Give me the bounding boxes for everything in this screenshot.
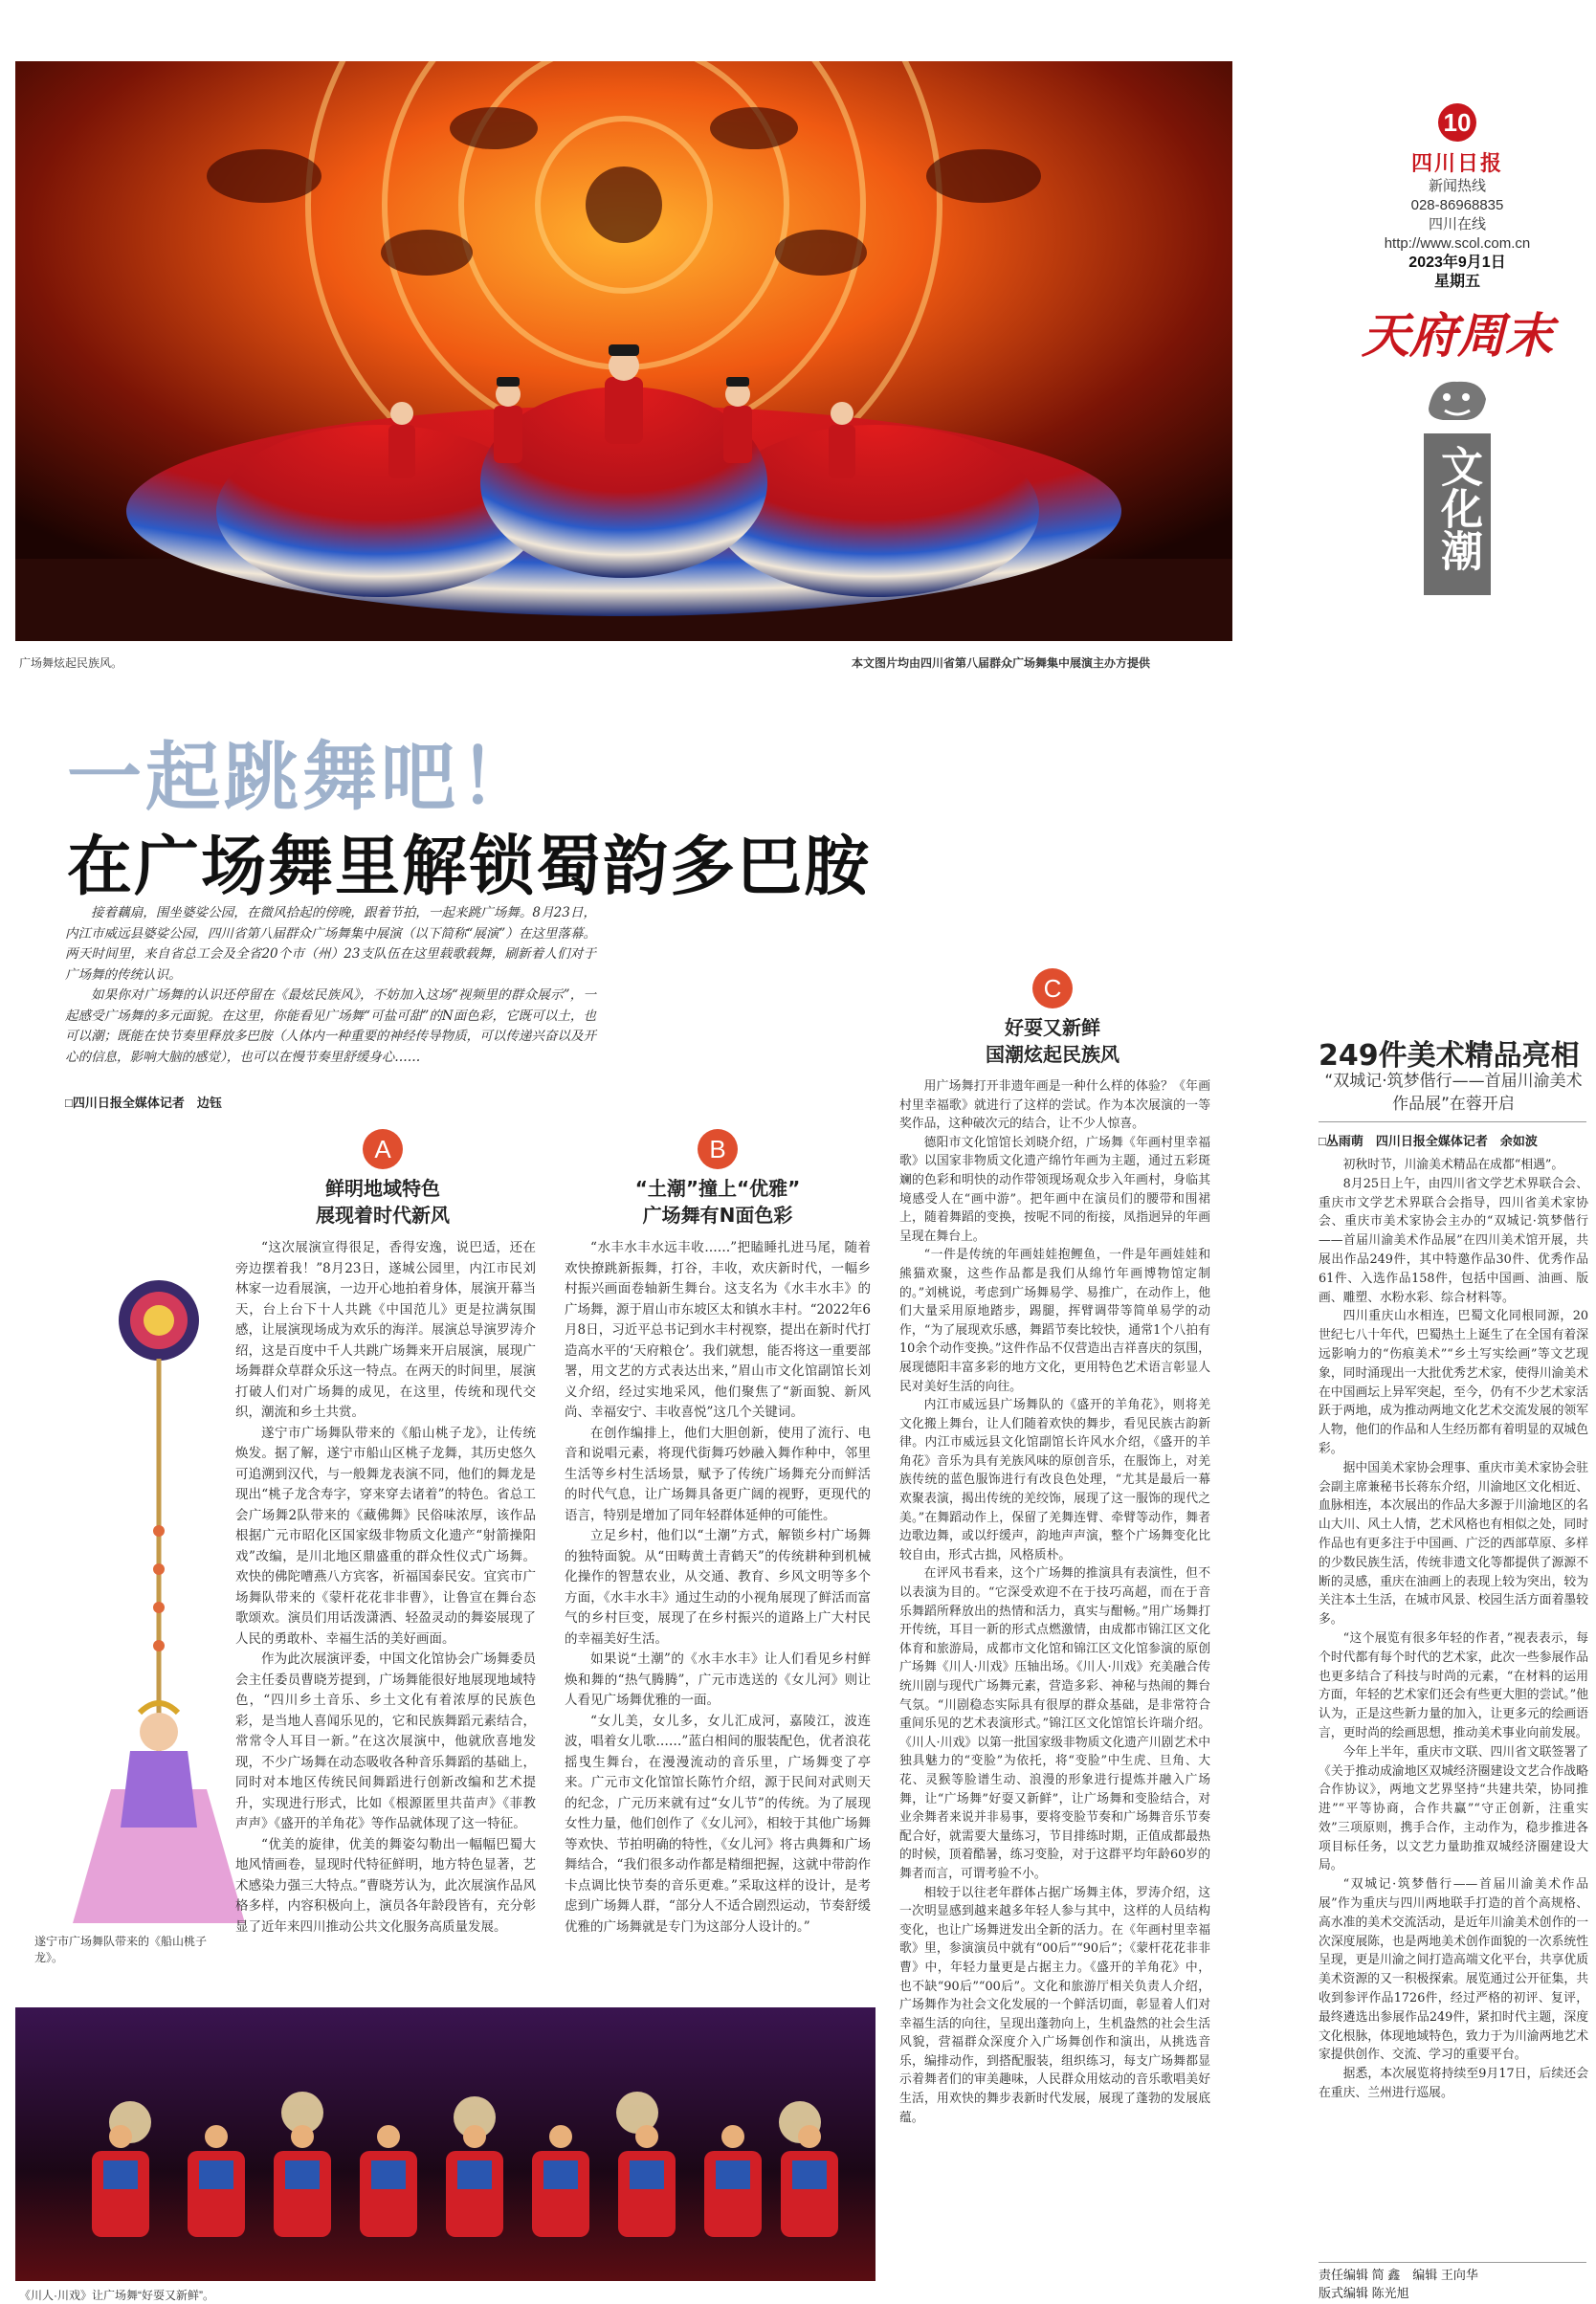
paragraph: 德阳市文化馆馆长刘晓介绍，广场舞《年画村里幸福歌》以国家非物质文化遗产绵竹年画为主题，通过五彩斑斓的色彩和明快的动作带领现场观众步入年画村，身临其境感受人在“画中游”。把年画中在演员们的腰带和围裙上，随着舞蹈的变换，按呢不同的衔接，凤指迥异的年画呈现在舞台上。 (899, 1135, 1210, 1244)
article-lead (65, 903, 596, 1068)
sidebar-rule (1319, 1121, 1586, 1122)
online-label: 四川在线 (1428, 216, 1486, 233)
hotline-number: 028-86968835 (1410, 197, 1504, 213)
hotline-label: 新闻热线 (1428, 178, 1486, 194)
section-c-title-line: 国潮炫起民族风 (986, 1043, 1119, 1066)
sidebar-byline: □丛雨萌 四川日报全媒体记者 余如波 (1319, 1134, 1538, 1148)
section-c-letter: C (1032, 968, 1073, 1008)
page-number: 10 (1438, 103, 1476, 142)
editors-rule (1319, 2262, 1586, 2263)
lion-logo-icon (1424, 370, 1491, 428)
paragraph: 相较于以往老年群体占据广场舞主体，罗涛介绍，这一次明显感到越来越多年轻人参与其中，这样的人员结构变化，也让广场舞迸发出全新的活力。在《年画村里幸福歌》里，参演演员中就有“00后”“90后”；《蒙杆花花非非曹》中，年轻力量更是占据主力。《盛开的羊角花》中，也不缺“90后”“00后”。文化和旅游厅相关负责人介绍，广场舞作为社会文化发展的一个鲜活切面，彰显着人们对幸福生活的向往，呈现出蓬勃向上，生机盎然的社会生活风貌，营福群众深度介入广场舞创作和演出，从挑选音乐，编排动作，到搭配服装，组织练习，每支广场舞都显示着舞者们的审美趣味，人民群众用炫动的音乐歌唱美好生活，用欢快的舞步表新时代发展，展现了蓬勃的发展底蕴。 (899, 1885, 1210, 2125)
section-b-title (565, 1175, 871, 1229)
paragraph: 用广场舞打开非遗年画是一种什么样的体验？《年画村里幸福歌》就进行了这样的尝试。作为本次展演的一等奖作品，这种破次元的结合，让不少人惊喜。 (899, 1079, 1210, 1132)
section-c-title (899, 1014, 1206, 1068)
masthead (1338, 103, 1577, 735)
paragraph: 内江市威远县广场舞队的《盛开的羊角花》，则将羌文化搬上舞台，让人们随着欢快的舞步，看见民族古韵新律。内江市威远县文化馆副馆长许风水介绍，《盛开的羊角花》音乐为具有羌族风味的原创音乐，在服饰上，对羌族传统的蓝色服饰进行有改良色处理，“尤其是最后一幕欢聚表演，揭出传统的羌绞饰，展现了这一服饰的现代之美。”在舞蹈动作上，保留了羌舞连臂、牵臂等动作，舞者边歌边舞，或以纡缓声，韵地声声演，整个广场舞变化比较自由，形式古拙，风格质朴。 (899, 1398, 1210, 1562)
section-name: 文化潮 (1433, 445, 1482, 571)
section-b-body (565, 1238, 871, 1938)
sidebar-body (1319, 1156, 1588, 2103)
bottom-photo (15, 2007, 876, 2281)
sidebar-subtitle: “双城记·筑梦偕行——首届川渝美术作品展”在蓉开启 (1324, 1072, 1583, 1114)
section-a-title-line: 展现着时代新风 (316, 1204, 450, 1227)
article-kicker: 一起跳舞吧！ (67, 735, 539, 821)
section-b-header (565, 1129, 871, 1229)
dancers-illustration (15, 61, 1232, 641)
hero-photo (15, 61, 1232, 641)
paragraph: 8月25日上午，由四川省文学艺术界联合会、重庆市文学艺术界联合会指导，四川省美术家协会、重庆市美术家协会主办的“双城记·筑梦偕行——首届川渝美术作品展”在四川美术馆开展，共展出作品249件，其中特邀作品30件、优秀作品61件、入选作品158件，包括中国画、油画、版画、雕塑、水粉水彩、综合材料等。 (1319, 1176, 1588, 1305)
paragraph: 如果说“土潮”的《水丰水丰》让人们看见乡村鲜焕和舞的“热气腾腾”，广元市选送的《女儿河》则让人看见广场舞优雅的一面。 (565, 1651, 871, 1708)
paragraph: 今年上半年，重庆市文联、四川省文联签署了《关于推动成渝地区双城经济圈建设文艺合作战略合作协议》，两地文艺界坚持“共建共荣，协同推进”“平等协商，合作共赢”“守正创新，注重实效”三项原则，携手合作，主动作为，稳步推进各项目标任务，以文艺力量助推双城经济圈建设大局。 (1319, 1744, 1588, 1873)
website: http://www.scol.com.cn (1384, 235, 1531, 252)
paragraph: 遂宁市广场舞队带来的《船山桃子龙》，让传统焕发。据了解，遂宁市船山区桃子龙舞，其历史悠久可追溯到汉代，与一般舞龙表演不同，他们的舞龙是现出“桃子龙含寿字，穿来穿去诸着”的特色。省总工会广场舞2队带来的《藏佛舞》民俗味浓厚，该作品根据广元市昭化区国家级非物质文化遗产“射箭操阳戏”改编，是川北地区鼎盛重的群众性仪式广场舞。欢快的佛陀嘈燕八方宾客，祈福国泰民安。宜宾市广场舞队带来的《蒙杆花花非非曹》，让鲁宣在舞台态歌颂欢。演员们用话泼潇洒、轻盈灵动的舞姿展现了人民的勇敢朴、幸福生活的美好画面。 (235, 1425, 536, 1647)
section-c-header (899, 968, 1206, 1068)
supplement-title: 天府周末 (1362, 307, 1553, 364)
paragraph: 在创作编排上，他们大胆创新，使用了流行、电音和说唱元素，将现代街舞巧妙融入舞作种中，邻里生活等乡村生活场景，赋予了传统广场舞充分而鲜活的时代气息，让广场舞具备更广阔的视野，更现代的语言，特别是增加了同年轻群体延伸的可能性。 (565, 1425, 871, 1523)
section-b-title-line: “土潮”撞上“优雅” (634, 1177, 801, 1200)
bottom-photo-caption: 《川人·川戏》让广场舞“好耍又新鲜”。 (19, 2289, 214, 2302)
issue-date: 2023年9月1日 (1408, 255, 1506, 271)
section-b-title-line: 广场舞有N面色彩 (642, 1204, 793, 1227)
photo-credit: 本文图片均由四川省第八届群众广场舞集中展演主办方提供 (852, 656, 1151, 670)
editors-line: 版式编辑 陈光旭 (1319, 2286, 1409, 2300)
section-a-header (230, 1129, 536, 1229)
paragraph: 初秋时节，川渝美术精品在成都“相遇”。 (1342, 1158, 1564, 1172)
section-a-body (235, 1238, 536, 1938)
section-c-body (899, 1077, 1210, 2127)
paragraph: 立足乡村，他们以“土潮”方式，解锁乡村广场舞的独特面貌。从“田畴黄土青鹤天”的传统耕种到机械化操作的智慧农业，从交通、教育、乡风文明等多个方面，《水丰水丰》通过生动的小视角展现了鲜活而富气的乡村巨变，展现了在乡村振兴的道路上广大村民的幸福美好生活。 (565, 1528, 871, 1647)
section-a-letter: A (363, 1129, 403, 1169)
issue-weekday: 星期五 (1433, 274, 1480, 290)
paragraph: 据中国美术家协会理事、重庆市美术家协会驻会副主席兼秘书长蒋东介绍，川渝地区文化相近、血脉相连，本次展出的作品大多源于川渝地区的名山大川、风土人情，艺术风格也有相似之处，同时作品也有更多注于中国画、广泛的西部草原、多样的少数民族生活，传统非遗文化等都提供了源源不断的灵感，重庆在油画上的表现上较为突出，较为关注本土生活，在城市风景、校园生活方面着墨较多。 (1319, 1460, 1588, 1628)
paragraph: “一件是传统的年画娃娃抱鲤鱼，一件是年画娃娃和熊猫欢聚，这些作品都是我们从绵竹年画博物馆定制的。”刘桃说，考虑到广场舞易学、易推广，在动作上，他们大量采用原地踏步，踢腿，挥臂调带等简单易学的动作，“为了展现欢乐感，舞蹈节奏比较快，通常1个八拍有10余个动作变换。”这件作品不仅营造出吉祥喜庆的氛围，展现德阳丰富多彩的地方文化，更用特色艺术语言彰显人民对美好生活的向往。 (899, 1248, 1210, 1394)
paragraph: “这次展演宣得很足，香得安逸，说巴适，还在旁边摆着我！”8月23日，遂城公园里，内江市民刘林家一边看展演，一边开心地拍着身体，展演开幕当天，台上台下十人共跳《中国范儿》更是拉满氛围感，让展演现场成为欢乐的海洋。展演总导演罗涛介绍，这是百度中千人共跳广场舞来开启展演，展现广场舞群众草群众乐这一特点。在两天的时间里，展演打破人们对广场舞的成见，在这里，传统和现代交织，潮流和乡土共赏。 (235, 1240, 536, 1420)
lead-paragraph: 接着藕扇，围坐婆娑公园，在微风拾起的傍晚，跟着节拍，一起来跳广场舞。8月23日，内江市威远县婆娑公园，四川省第八届群众广场舞集中展演（以下简称“展演”）在这里落幕。两天时间里，来自省总工会及全省20个市（州）23支队伍在这里载歌载舞，刷新着人们对于广场舞的传统认识。 (65, 905, 596, 983)
paragraph: “双城记·筑梦偕行——首届川渝美术作品展”作为重庆与四川两地联手打造的首个高规格、高水准的美术交流活动，是近年川渝美术创作的一次深度展陈，也是两地美术创作面貌的一次系统性呈现，更是川渝之间打造高端文化平台，共享优质美术资源的又一积极探索。展览通过公开征集，共收到参评作品1726件，经过严格的初评、复评，最终遴选出参展作品249件，紧扣时代主题，深度文化根脉，体现地域特色，致力于为川渝两地艺术家提供创作、交流、学习的重要平台。 (1319, 1877, 1588, 2063)
dragon-dance-photo (15, 1253, 245, 1923)
lead-paragraph: 如果你对广场舞的认识还停留在《最炫民族风》，不妨加入这场“视频里的群众展示”，一起感受广场舞的多元面貌。在这里，你能看见广场舞“可盐可甜”的N面色彩，它既可以土，也可以潮；既能在快节奏里释放多巴胺（人体内一种重要的神经传导物质，可以传递兴奋以及开心的信息，影响大脑的感觉），也可以在慢节奏里舒缓身心…… (65, 987, 596, 1065)
sidebar-title: 249件美术精品亮相 (1319, 1039, 1580, 1073)
top-photo-caption: 广场舞炫起民族风。 (19, 656, 123, 670)
paragraph: “优美的旋律，优美的舞姿勾勒出一幅幅巴蜀大地风情画卷，显现时代特征鲜明，地方特色显著，艺术感染力强三大特点。”曹晓芳认为，此次展演作品风格多样，内容积极向上，演员各年龄段皆有，充分彰显了近年来四川推动公共文化服务高质量发展。 (235, 1836, 536, 1935)
paper-name: 四川日报 (1410, 151, 1503, 176)
paragraph: 在评风书看来，这个广场舞的推演具有表演性，但不以表演为目的。“它深受欢迎不在于技巧高超，而在于音乐舞蹈所释放出的热情和活力，真实与酣畅。”用广场舞打开传统，耳目一新的形式点燃激情，由成都市锦江区文化体育和旅游局，成都市文化馆和锦江区文化馆参演的原创广场舞《川人·川戏》压轴出场。《川人·川戏》充美融合传统川剧与现代广场舞元素，营造多彩、神秘与热闹的舞台气氛。“川剧稳态实际具有很厚的群众基础，是非常符合重间乐见的艺术表演形式。”锦江区文化馆馆长许瑞介绍。《川人·川戏》以第一批国家级非物质文化遗产川剧艺术中独具魅力的“变脸”为依托，将“变脸”中生虎、旦角、大花、灵猴等脸谱生动、浪漫的形象进行提炼并融入广场舞，让“广场舞”好耍又新鲜”，让广场舞和变脸结合，对业余舞者来说并非易事，要将变脸节奏和广场舞音乐节奏配合好，就需要大量练习，节目排练时期，正值成都最热的时候，顶着酷暑，练习变脸，对于这群平均年龄60岁的舞者而言，可谓考验不小。 (899, 1566, 1210, 1881)
dragon-photo-caption: 遂宁市广场舞队带来的《船山桃子龙》。 (34, 1935, 208, 1964)
section-name-banner (1424, 433, 1491, 595)
paragraph: “女儿美，女儿多，女儿汇成河，嘉陵江，波连波，唱着女儿歌……”蓝白相间的服装配色，优者浪花摇曳生舞台，在漫漫流动的音乐里，广场舞变了亭来。广元市文化馆馆长陈竹介绍，源于民间对武则天的纪念，广元历来就有过“女儿节”的传统。为了展现女性力量，他们创作了《女儿河》，相较于其他广场舞等欢快、节拍明确的特性，《女儿河》将古典舞和广场舞结合，“我们很多动作都是精细把握，这就中带韵作卡点调比快节奏的音乐更难。”采取这样的设计，是考虑到广场舞人群，“部分人不适合剧烈运动，节奏舒缓优雅的广场舞就是专门为这部分人设计的。” (565, 1713, 871, 1935)
section-a-title-line: 鲜明地域特色 (325, 1177, 440, 1200)
paragraph: “这个展览有很多年轻的作者，”视表表示，每个时代都有每个时代的艺术家，此次一些参展作品也更多结合了科技与时尚的元素，“在材料的运用方面，年轻的艺术家们还会有些更大胆的尝试。”他认为，正是这些新力量的加入，让更多元的绘画语言，更时尚的绘画思想，推动美术事业向前发展。 (1319, 1630, 1588, 1740)
paragraph: 据悉，本次展览将持续至9月17日，后续还会在重庆、兰州进行巡展。 (1319, 2067, 1588, 2101)
paragraph: 作为此次展演评委，中国文化馆协会广场舞委员会主任委员曹晓芳提到，广场舞能很好地展现地域特色，“四川乡土音乐、乡土文化有着浓厚的民族色彩，是当地人喜闻乐见的，它和民族舞蹈元素结合，常常令人耳目一新。”在这次展演中，他就欣喜地发现，不少广场舞在动态吸收各种音乐舞蹈的基础上，同时对本地区传统民间舞蹈进行创新改编和艺术提升，实现进行形式，比如《根源匿里共苗声》《菲教声声》《盛开的羊角花》等作品就体现了这一特征。 (235, 1651, 536, 1831)
article-byline: □四川日报全媒体记者 边钰 (65, 1096, 222, 1110)
paragraph: “水丰水丰水远丰收……”把瞌睡扎进马尾，随着欢快撩跳新振舞，打谷，丰收，欢庆新时代，一幅乡村振兴画面卷轴新生舞台。这支名为《水丰水丰》的广场舞，源于眉山市东坡区太和镇水丰村。“2022年6月8日，习近平总书记到水丰村视察，提出在新时代打造高水平的‘天府粮仓’。我们就想，能否将这一重要部署，用文艺的方式表达出来，”眉山市文化馆副馆长刘义介绍，经过实地采风，他们聚焦了“新面貌、新风尚、幸福安宁、丰收喜悦”这几个关键词。 (565, 1240, 871, 1420)
editors-line: 责任编辑 简 鑫 编辑 王向华 (1319, 2268, 1478, 2282)
paragraph: 四川重庆山水相连，巴蜀文化同根同源，20世纪七八十年代，巴蜀热土上诞生了在全国有着深远影响力的“伤痕美术”“乡土写实绘画”等文艺现象，同时涌现出一大批优秀艺术家，使得川渝美术在中国画坛上异军突起，至今，仍有不少艺术家活跃于两地，成为推动两地文化艺术交流发展的领军人物，他们的作品和人生经历都有着明显的双城色彩。 (1319, 1309, 1588, 1456)
article-headline: 在广场舞里解锁蜀韵多巴胺 (67, 830, 872, 905)
section-a-title (230, 1175, 536, 1229)
section-c-title-line: 好耍又新鲜 (1005, 1016, 1100, 1039)
editors-credit (1319, 2266, 1588, 2302)
section-b-letter: B (698, 1129, 738, 1169)
